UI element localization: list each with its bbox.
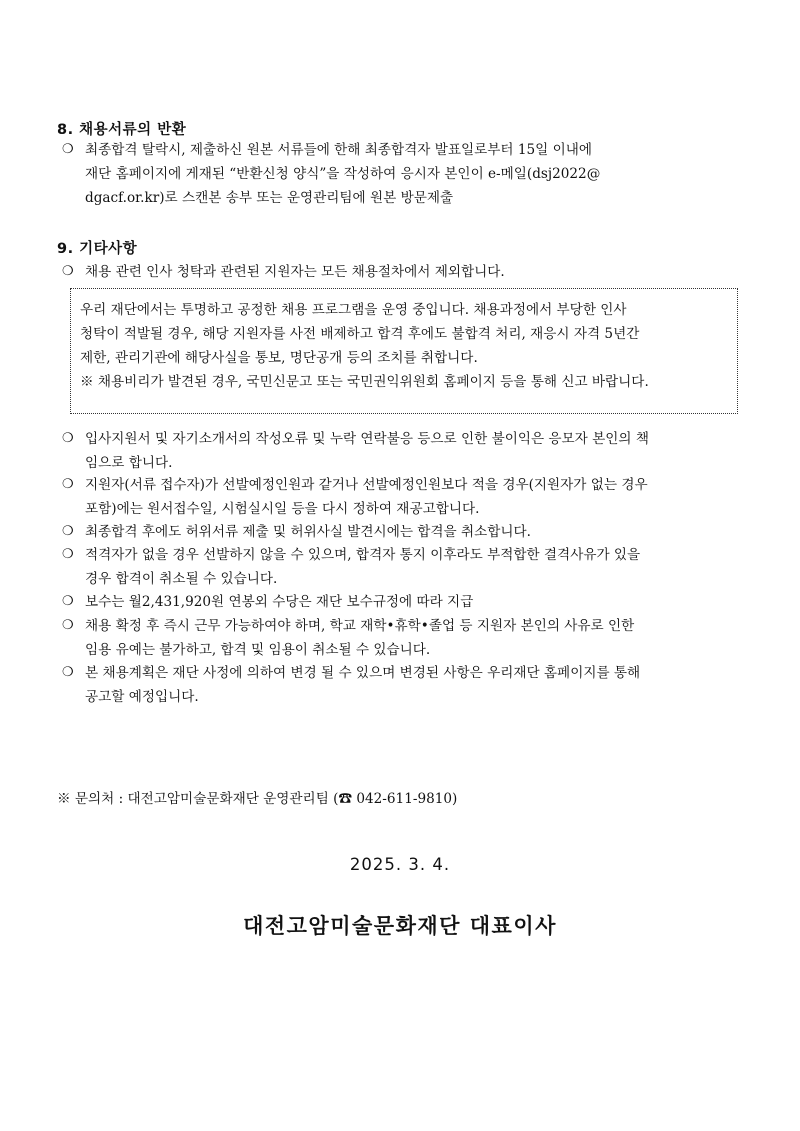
section-9-item-2: [62, 427, 746, 475]
text-line: 적격자가 없을 경우 선발하지 않을 수 있으며, 합격자 통지 이후라도 부적합한 결격사유가 있을: [85, 547, 641, 563]
text-line: dgacf.or.kr)로 스캔본 송부 또는 운영관리팀에 원본 방문제출: [85, 190, 454, 206]
text-line: 포함)에는 원서접수일, 시험실시일 등을 다시 정하여 재공고합니다.: [85, 501, 480, 517]
circle-bullet-icon: ❍: [62, 524, 74, 539]
issuer-signature: 대전고암미술문화재단 대표이사: [243, 914, 557, 938]
text-line: 채용 확정 후 즉시 근무 가능하여야 하며, 학교 재학•휴학•졸업 등 지원자 본인의 사유로 인한: [85, 618, 635, 634]
circle-bullet-icon: ❍: [62, 142, 74, 157]
text-line: 보수는 월2,431,920원 연봉외 수당은 재단 보수규정에 따라 지급: [85, 594, 474, 610]
section-9-item-4: [62, 520, 746, 544]
circle-bullet-icon: ❍: [62, 665, 74, 680]
fair-hiring-notice-box: [70, 288, 738, 414]
text-line: 재단 홈페이지에 게재된 “반환신청 양식”을 작성하여 응시자 본인이 e-메일(dsj2022@: [85, 166, 601, 182]
circle-bullet-icon: ❍: [62, 618, 74, 633]
notice-line: 청탁이 적발될 경우, 해당 지원자를 사전 배제하고 합격 후에도 불합격 처리, 재응시 자격 5년간: [80, 326, 640, 342]
text-line: 공고할 예정입니다.: [85, 689, 199, 705]
section-9-item-5: [62, 543, 746, 591]
text-line: 임용 유예는 불가하고, 합격 및 임용이 취소될 수 있습니다.: [85, 642, 431, 658]
text-line: 지원자(서류 접수자)가 선발예정인원과 같거나 선발예정인원보다 적을 경우(지원자가 없는 경우: [85, 477, 648, 493]
section-8-heading: 8. 채용서류의 반환: [57, 122, 187, 138]
section-9-item-1: [62, 260, 746, 284]
text-line: 본 채용계획은 재단 사정에 의하여 변경 될 수 있으며 변경된 사항은 우리재단 홈페이지를 통해: [85, 665, 641, 681]
section-9-item-7: [62, 614, 746, 662]
section-9-heading: 9. 기타사항: [57, 241, 138, 257]
circle-bullet-icon: ❍: [62, 431, 74, 446]
notice-line: 우리 재단에서는 투명하고 공정한 채용 프로그램을 운영 중입니다. 채용과정에서 부당한 인사: [80, 302, 627, 318]
circle-bullet-icon: ❍: [62, 477, 74, 492]
circle-bullet-icon: ❍: [62, 547, 74, 562]
circle-bullet-icon: ❍: [62, 594, 74, 609]
section-9-item-6: [62, 590, 746, 614]
text-line: 최종합격 후에도 허위서류 제출 및 허위사실 발견시에는 합격을 취소합니다.: [85, 524, 531, 540]
text-line: 경우 합격이 취소될 수 있습니다.: [85, 571, 278, 587]
contact-info: ※ 문의처 : 대전고암미술문화재단 운영관리팀 (☎ 042-611-9810): [57, 791, 458, 807]
circle-bullet-icon: ❍: [62, 264, 74, 279]
notice-line: ※ 채용비리가 발견된 경우, 국민신문고 또는 국민권익위원회 홈페이지 등을 통해 신고 바랍니다.: [80, 374, 649, 390]
text-line: 임으로 합니다.: [85, 455, 173, 471]
text-line: 채용 관련 인사 청탁과 관련된 지원자는 모든 채용절차에서 제외합니다.: [85, 264, 505, 280]
section-9-item-3: [62, 473, 746, 521]
section-8-item: [62, 138, 746, 210]
notice-line: 제한, 관리기관에 해당사실을 통보, 명단공개 등의 조치를 취합니다.: [80, 350, 478, 366]
document-date: 2025. 3. 4.: [349, 855, 451, 874]
text-line: 최종합격 탈락시, 제출하신 원본 서류들에 한해 최종합격자 발표일로부터 15일 이내에: [85, 142, 592, 158]
text-line: 입사지원서 및 자기소개서의 작성오류 및 누락 연락불응 등으로 인한 불이익은 응모자 본인의 책: [85, 431, 649, 447]
section-9-item-8: [62, 661, 746, 709]
